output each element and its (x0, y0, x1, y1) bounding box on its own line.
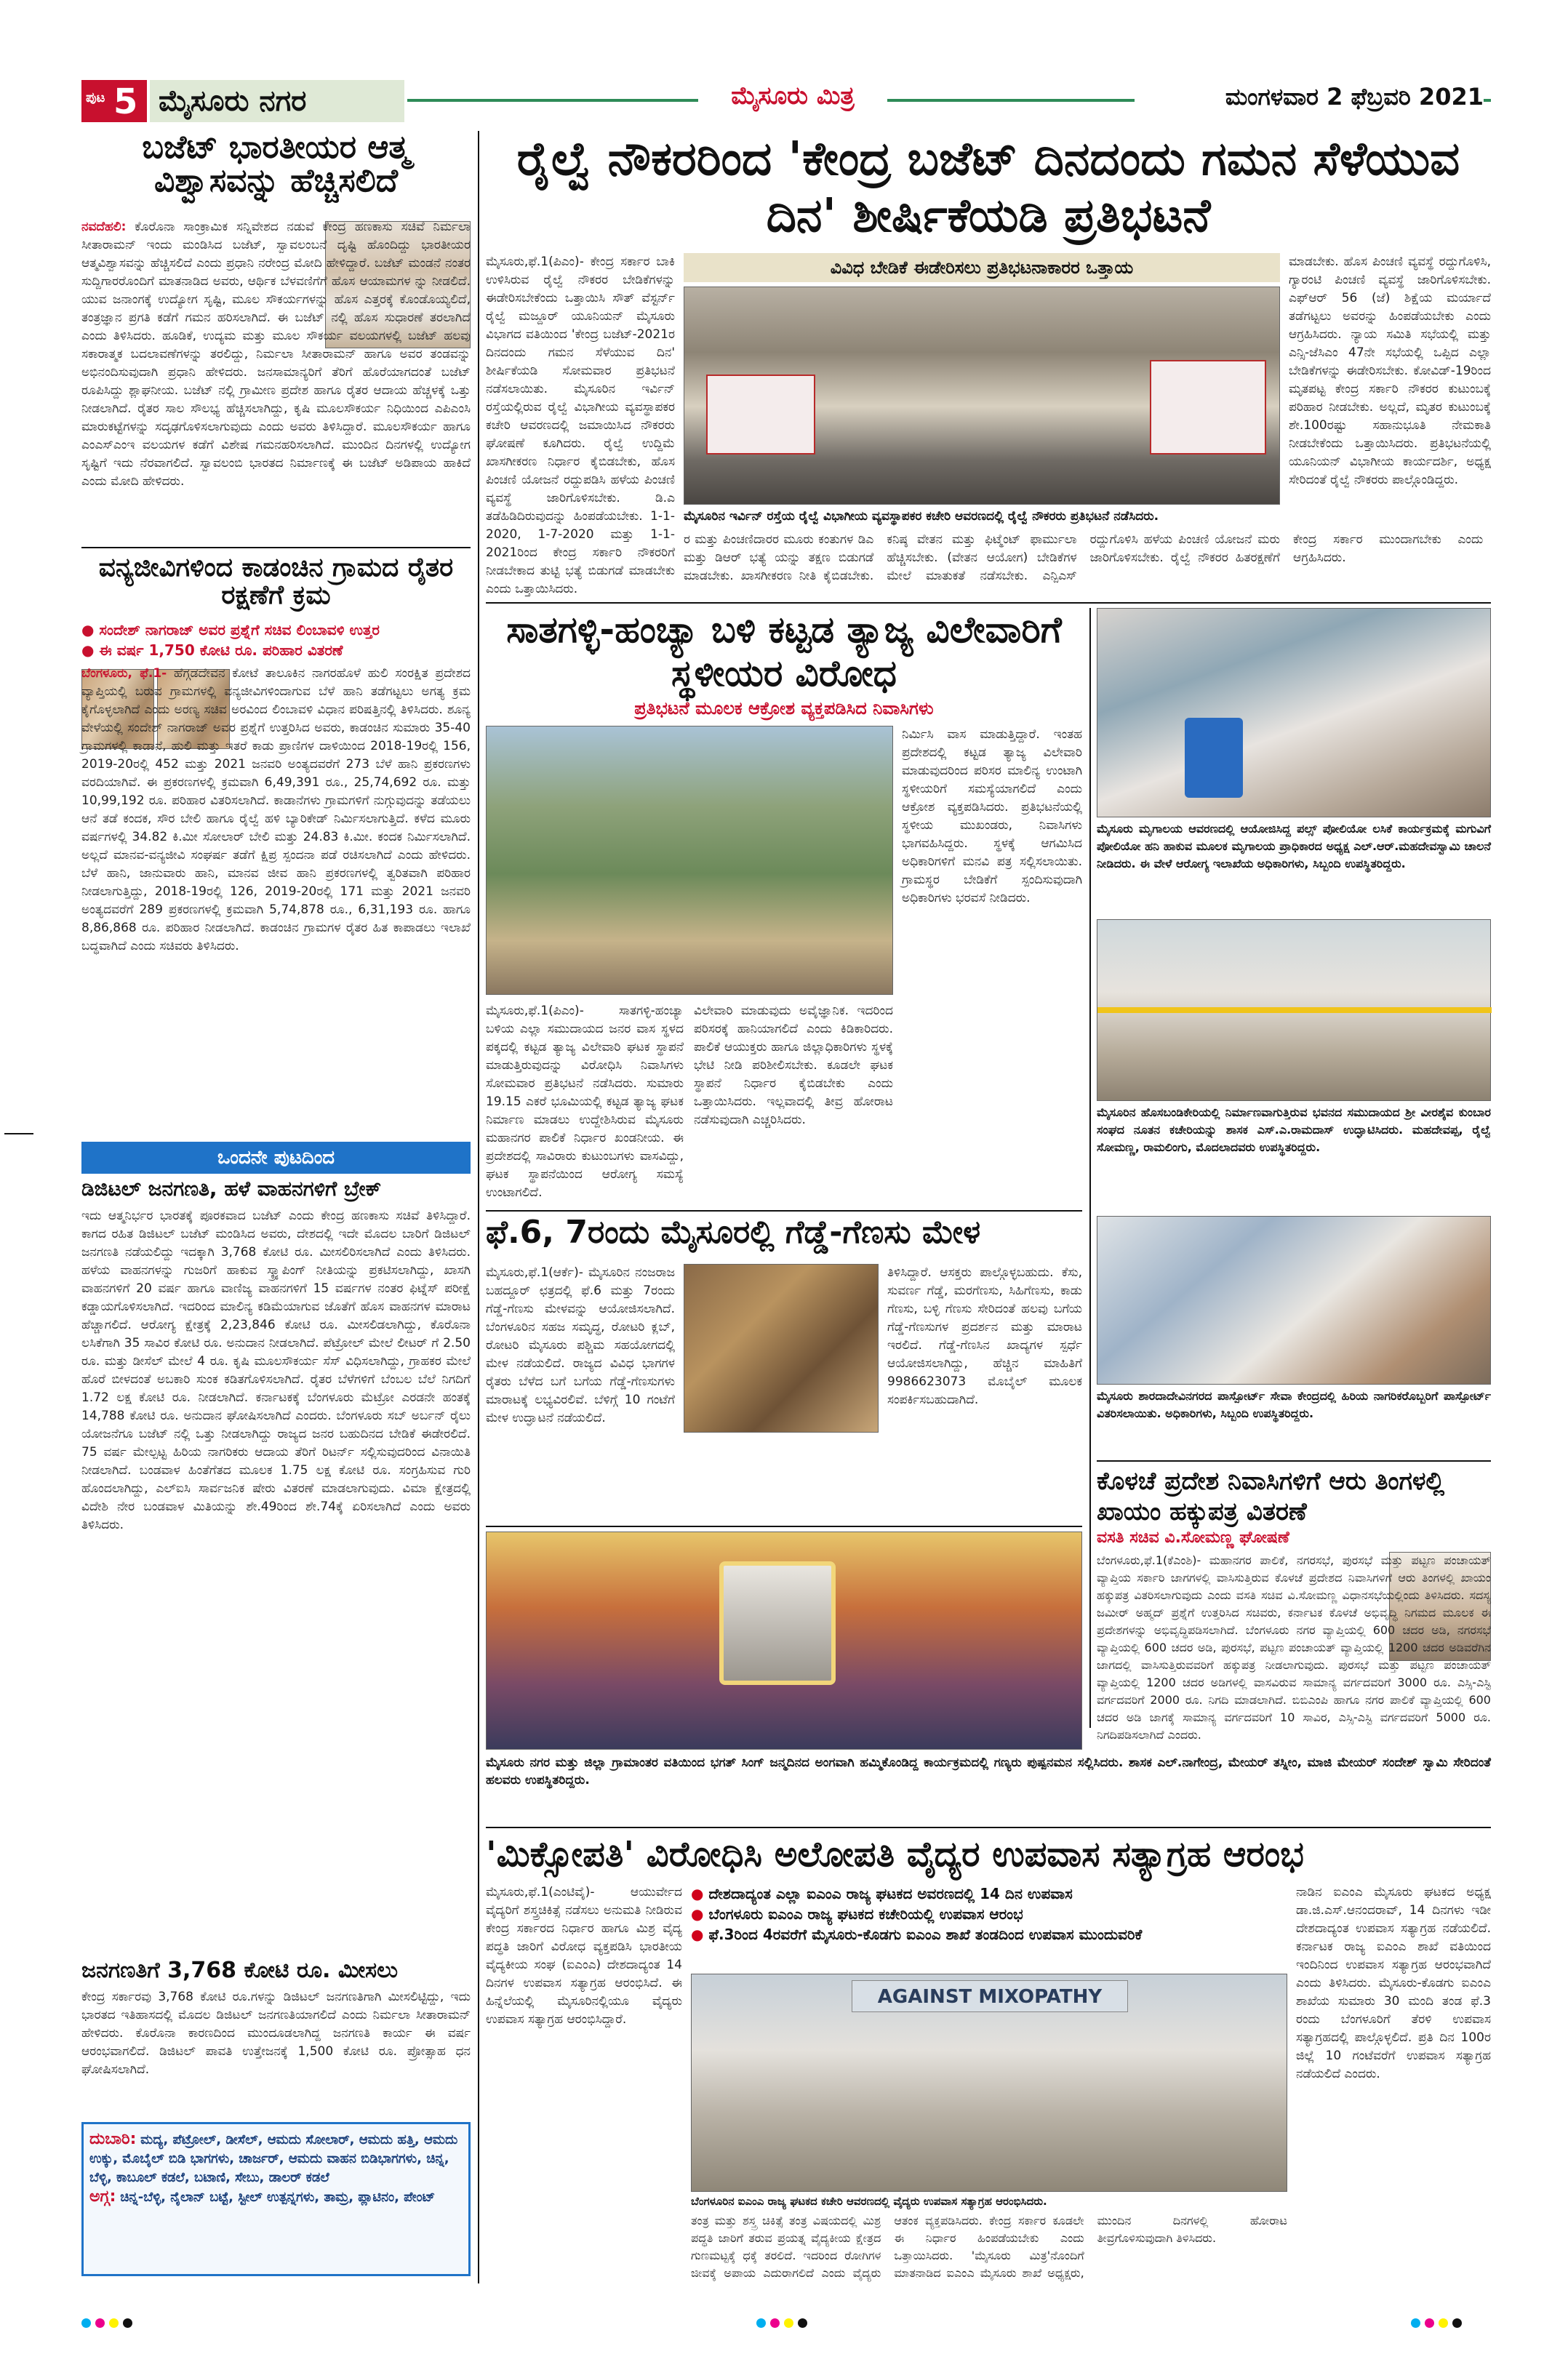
railway-body-mid: ರ ಮತ್ತು ಪಿಂಚಣಿದಾರರ ಮೂರು ಕಂತುಗಳ ಡಿಎ ಮತ್ತು ಡಿಆರ್ ಭತ್ಯೆ ಯನ್ನು ತಕ್ಷಣ ಬಿಡುಗಡೆ ಮಾಡಬೇಕು. ಖಾಸಗೀಕರಣ ನೀತಿ ಕೈಬಿಡಬೇಕು. ಕನಿಷ್ಠ ವೇತನ ಮತ್ತು ಫಿಟ್ಮೆಂಟ್ ಫಾರ್ಮುಲಾ ಹೆಚ್ಚಿಸಬೇಕು. (ವೇತನ ಆಯೋಗ) ಬೇಡಿಕೆಗಳ ಮೇಲೆ ಮಾತುಕತೆ ನಡೆಸಬೇಕು. ಎನ್ಪಿಎಸ್ ರದ್ದುಗೊಳಿಸಿ ಹಳೆಯ ಪಿಂಚಣಿ ಯೋಜನೆ ಮರು ಜಾರಿಗೊಳಿಸಬೇಕು. ರೈಲ್ವೆ ನೌಕರರ ಹಿತರಕ್ಷಣೆಗೆ ಕೇಂದ್ರ ಸರ್ಕಾರ ಮುಂದಾಗಬೇಕು ಎಂದು ಆಗ್ರಹಿಸಿದರು. (684, 532, 1484, 583)
divider (81, 547, 471, 548)
slum-headline: ಕೊಳಚೆ ಪ್ರದೇಶ ನಿವಾಸಿಗಳಿಗೆ ಆರು ತಿಂಗಳಲ್ಲಿ ಖಾಯಂ ಹಕ್ಕುಪತ್ರ ವಿತರಣೆ (1097, 1467, 1445, 1526)
mixopathy-headline: 'ಮಿಕ್ಸೋಪತಿ' ವಿರೋಧಿಸಿ ಅಲೋಪತಿ ವೈದ್ಯರ ಉಪವಾಸ ಸತ್ಯಾಗ್ರಹ ಆರಂಭ (486, 1834, 1304, 1875)
award-caption: ಮೈಸೂರು ಶಾರದಾದೇವಿನಗರದ ಪಾಸ್ಪೋರ್ಟ್ ಸೇವಾ ಕೇಂದ್ರದಲ್ಲಿ ಹಿರಿಯ ನಾಗರಿಕರೊಬ್ಬರಿಗೆ ಪಾಸ್ಪೋರ್ಟ್ ವಿತರಿಸಲಾಯಿತು. ಅಧಿಕಾರಿಗಳು, ಸಿಬ್ಬಂದಿ ಉಪಸ್ಥಿತರಿದ್ದರು. (1097, 1389, 1491, 1420)
mixopathy-photo (691, 1974, 1287, 2192)
page-number-badge (81, 80, 147, 122)
slum-byline: ವಸತಿ ಸಚಿವ ವಿ.ಸೋಮಣ್ಣ ಘೋಷಣೆ (1097, 1529, 1289, 1547)
railway-body-left: ಮೈಸೂರು,ಫೆ.1(ಪಿಎಂ)- ಕೇಂದ್ರ ಸರ್ಕಾರ ಬಾಕಿ ಉಳಿಸಿರುವ ರೈಲ್ವೆ ನೌಕರರ ಬೇಡಿಕೆಗಳನ್ನು ಈಡೇರಿಸಬೇಕೆಂದು ಒತ್ತಾಯಿಸಿ ಸೌತ್ ವೆಸ್ಟರ್ನ್ ರೈಲ್ವೆ ಮಜ್ದೂರ್ ಯೂನಿಯನ್ ಮೈಸೂರು ವಿಭಾಗದ ವತಿಯಿಂದ 'ಕೇಂದ್ರ ಬಜೆಟ್-2021ರ ದಿನದಂದು ಗಮನ ಸೆಳೆಯುವ ದಿನ' ಶೀರ್ಷಿಕೆಯಡಿ ಸೋಮವಾರ ಪ್ರತಿಭಟನೆ ನಡೆಸಲಾಯಿತು. ಮೈಸೂರಿನ ಇರ್ವಿನ್ ರಸ್ತೆಯಲ್ಲಿರುವ ರೈಲ್ವೆ ವಿಭಾಗೀಯ ವ್ಯವಸ್ಥಾಪಕರ ಕಚೇರಿ ಆವರಣದಲ್ಲಿ ಜಮಾಯಿಸಿದ ನೌಕರರು ಘೋಷಣೆ ಕೂಗಿದರು. ರೈಲ್ವೆ ಉದ್ದಿಮೆ ಖಾಸಗೀಕರಣ ನಿರ್ಧಾರ ಕೈಬಿಡಬೇಕು, ಹೊಸ ಪಿಂಚಣಿ ಯೋಜನೆ ರದ್ದುಪಡಿಸಿ ಹಳೆಯ ಪಿಂಚಣಿ ವ್ಯವಸ್ಥೆ ಜಾರಿಗೊಳಿಸಬೇಕು. ಡಿ.ಎ ತಡೆಹಿಡಿದಿರುವುದನ್ನು ಹಿಂಪಡೆಯಬೇಕು. 1-1-2020, 1-7-2020 ಮತ್ತು 1-1-2021ರಿಂದ ಕೇಂದ್ರ ಸರ್ಕಾರಿ ನೌಕರರಿಗೆ ನೀಡಬೇಕಾದ ತುಟ್ಟಿ ಭತ್ಯೆ ಬಿಡುಗಡೆ ಮಾಡಬೇಕು ಎಂದು ಒತ್ತಾಯಿಸಿದರು. (486, 255, 675, 596)
divider (486, 1526, 1082, 1527)
cheaper-label: ಅಗ್ಗ: (89, 2187, 116, 2206)
flashback-body-1: ಇದು ಆತ್ಮನಿರ್ಭರ ಭಾರತಕ್ಕೆ ಪೂರಕವಾದ ಬಜೆಟ್ ಎಂದು ಕೇಂದ್ರ ಹಣಕಾಸು ಸಚಿವೆ ತಿಳಿಸಿದ್ದಾರೆ. ಕಾಗದ ರಹಿತ ಡಿಜಿಟಲ್ ಬಜೆಟ್ ಮಂಡಿಸಿದ ಅವರು, ದೇಶದಲ್ಲಿ ಇದೇ ಮೊದಲ ಬಾರಿಗೆ ಡಿಜಿಟಲ್ ಜನಗಣತಿ ನಡೆಯಲಿದ್ದು ಇದಕ್ಕಾಗಿ 3,768 ಕೋಟಿ ರೂ. ಮೀಸಲಿರಿಸಲಾಗಿದೆ ಎಂದು ತಿಳಿಸಿದರು. ಹಳೆಯ ವಾಹನಗಳನ್ನು ಗುಜರಿಗೆ ಹಾಕುವ ಸ್ಕ್ರ್ಯಾಪಿಂಗ್ ನೀತಿಯನ್ನು ಪ್ರಕಟಿಸಲಾಗಿದ್ದು, ಖಾಸಗಿ ವಾಹನಗಳಿಗೆ 20 ವರ್ಷ ಹಾಗೂ ವಾಣಿಜ್ಯ ವಾಹನಗಳಿಗೆ 15 ವರ್ಷಗಳ ನಂತರ ಫಿಟ್ನೆಸ್ ಪರೀಕ್ಷೆ ಕಡ್ಡಾಯಗೊಳಿಸಲಾಗಿದೆ. ಇದರಿಂದ ಮಾಲಿನ್ಯ ಕಡಿಮೆಯಾಗುವ ಜೊತೆಗೆ ಹೊಸ ವಾಹನಗಳ ಮಾರಾಟ ಹೆಚ್ಚಾಗಲಿದೆ. ಆರೋಗ್ಯ ಕ್ಷೇತ್ರಕ್ಕೆ 2,23,846 ಕೋಟಿ ರೂ. ಮೀಸಲಿಡಲಾಗಿದ್ದು, ಕೊರೊನಾ ಲಸಿಕೆಗಾಗಿ 35 ಸಾವಿರ ಕೋಟಿ ರೂ. ಅನುದಾನ ನೀಡಲಾಗಿದೆ. ಪೆಟ್ರೋಲ್ ಮೇಲೆ ಲೀಟರ್ ಗೆ 2.50 ರೂ. ಮತ್ತು ಡೀಸೆಲ್ ಮೇಲೆ 4 ರೂ. ಕೃಷಿ ಮೂಲಸೌಕರ್ಯ ಸೆಸ್ ವಿಧಿಸಲಾಗಿದ್ದು, ಗ್ರಾಹಕರ ಮೇಲೆ ಹೊರೆ ಬೀಳದಂತೆ ಅಬಕಾರಿ ಸುಂಕ ಕಡಿತಗೊಳಿಸಲಾಗಿದೆ. ರೈತರ ಬೆಳೆಗಳಿಗೆ ಬೆಂಬಲ ಬೆಲೆ ನಿಗದಿಗೆ 1.72 ಲಕ್ಷ ಕೋಟಿ ರೂ. ನೀಡಲಾಗಿದೆ. ಕರ್ನಾಟಕಕ್ಕೆ ಬೆಂಗಳೂರು ಮೆಟ್ರೋ ಎರಡನೇ ಹಂತಕ್ಕೆ 14,788 ಕೋಟಿ ರೂ. ಅನುದಾನ ಘೋಷಿಸಲಾಗಿದೆ ಎಂದರು. ಬೆಂಗಳೂರು ಸಬ್ ಅರ್ಬನ್ ರೈಲು ಯೋಜನೆಗೂ ಬಜೆಟ್ ನಲ್ಲಿ ಒತ್ತು ನೀಡಲಾಗಿದ್ದು ರಾಜ್ಯದ ಜನರ ಬಹುದಿನದ ಬೇಡಿಕೆ ಈಡೇರಲಿದೆ. 75 ವರ್ಷ ಮೇಲ್ಪಟ್ಟ ಹಿರಿಯ ನಾಗರಿಕರು ಆದಾಯ ತೆರಿಗೆ ರಿಟರ್ನ್ ಸಲ್ಲಿಸುವುದರಿಂದ ವಿನಾಯಿತಿ ನೀಡಲಾಗಿದೆ. ಬಂಡವಾಳ ಹಿಂತೆಗೆತದ ಮೂಲಕ 1.75 ಲಕ್ಷ ಕೋಟಿ ರೂ. ಸಂಗ್ರಹಿಸುವ ಗುರಿ ಹೊಂದಲಾಗಿದ್ದು, ಎಲ್ಐಸಿ ಸಾರ್ವಜನಿಕ ಷೇರು ವಿತರಣೆ ಮಾಡಲಾಗುವುದು. ವಿಮಾ ಕ್ಷೇತ್ರದಲ್ಲಿ ವಿದೇಶಿ ನೇರ ಬಂಡವಾಳ ಮಿತಿಯನ್ನು ಶೇ.49ರಿಂದ ಶೇ.74ಕ್ಕೆ ಏರಿಸಲಾಗಿದೆ ಎಂದು ಅವರು ತಿಳಿಸಿದರು. (81, 1209, 471, 1532)
dump-protest-photo (486, 726, 893, 995)
railway-photo-caption: ಮೈಸೂರಿನ ಇರ್ವಿನ್ ರಸ್ತೆಯ ರೈಲ್ವೆ ವಿಭಾಗೀಯ ವ್ಯವಸ್ಥಾಪಕರ ಕಚೇರಿ ಆವರಣದಲ್ಲಿ ರೈಲ್ವೆ ನೌಕರರು ಪ್ರತಿಭಟನೆ ನಡೆಸಿದರು. (684, 509, 1159, 524)
budget-headline: ಬಜೆಟ್ ಭಾರತೀಯರ ಆತ್ಮ ವಿಶ್ವಾಸವನ್ನು ಹೆಚ್ಚಿಸಲಿದೆ (142, 129, 410, 200)
masthead (0, 73, 1568, 125)
veg-body-mid: ತಿಳಿಸಿದ್ದಾರೆ. ಆಸಕ್ತರು ಪಾಲ್ಗೊಳ್ಳಬಹುದು. ಕೆಸು, ಸುವರ್ಣ ಗೆಡ್ಡೆ, ಮರಗೆಣಸು, ಸಿಹಿಗೆಣಸು, ಕಾಡು ಗೆಣಸು, ಬಳ್ಳಿ ಗೆಣಸು ಸೇರಿದಂತೆ ಹಲವು ಬಗೆಯ ಗೆಡ್ಡೆ-ಗೆಣಸುಗಳ ಪ್ರದರ್ಶನ ಮತ್ತು ಮಾರಾಟ ಇರಲಿದೆ. ಗೆಡ್ಡೆ-ಗೆಣಸಿನ ಖಾದ್ಯಗಳ ಸ್ಪರ್ಧೆ ಆಯೋಜಿಸಲಾಗಿದ್ದು, ಹೆಚ್ಚಿನ ಮಾಹಿತಿಗೆ 9986623073 ಮೊಬೈಲ್ ಮೂಲಕ ಸಂಪರ್ಕಿಸಬಹುದಾಗಿದೆ. (887, 1265, 1082, 1407)
railway-story (486, 131, 1491, 596)
portrait-frame (719, 1561, 836, 1685)
dump-subhead: ಪ್ರತಿಭಟನೆ ಮೂಲಕ ಆಕ್ರೋಶ ವ್ಯಕ್ತಪಡಿಸಿದ ನಿವಾಸಿಗಳು (634, 698, 934, 718)
costlier-label: ದುಬಾರಿ: (89, 2130, 137, 2148)
mixopathy-bullet-3: ● ಫೆ.3ರಿಂದ 4ರವರೆಗೆ ಮೈಸೂರು-ಕೊಡಗು ಐಎಂಎ ಶಾಖೆ ತಂಡದಿಂದ ಉಪವಾಸ ಮುಂದುವರಿಕೆ (691, 1926, 1143, 1943)
margin-mark (4, 1133, 33, 1134)
budget-body: ನವದೆಹಲಿ: ಕೊರೊನಾ ಸಾಂಕ್ರಾಮಿಕ ಸನ್ನಿವೇಶದ ನಡುವೆ ಕೇಂದ್ರ ಹಣಕಾಸು ಸಚಿವೆ ನಿರ್ಮಲಾ ಸೀತಾರಾಮನ್ ಇಂದು ಮಂಡಿಸಿದ ಬಜೆಟ್, ಸ್ವಾವಲಂಬನೆ ದೃಷ್ಟಿ ಹೊಂದಿದ್ದು ಭಾರತೀಯರ ಆತ್ಮವಿಶ್ವಾಸವನ್ನು ಹೆಚ್ಚಿಸಲಿದೆ ಎಂದು ಪ್ರಧಾನಿ ನರೇಂದ್ರ ಮೋದಿ ಹೇಳಿದ್ದಾರೆ. ಬಜೆಟ್ ಮಂಡನೆ ನಂತರ ಸುದ್ದಿಗಾರರೊಂದಿಗೆ ಮಾತನಾಡಿದ ಅವರು, ಆರ್ಥಿಕ ಬೆಳವಣಿಗೆಗೆ ಹೊಸ ಆಯಾಮಗಳ ನ್ನು ನೀಡಲಿದೆ. ಯುವ ಜನಾಂಗಕ್ಕೆ ಉದ್ಯೋಗ ಸೃಷ್ಟಿ, ಮೂಲ ಸೌಕರ್ಯಗಳನ್ನು ಹೊಸ ಎತ್ತರಕ್ಕೆ ಕೊಂಡೊಯ್ಯಲಿದೆ, ತಂತ್ರಜ್ಞಾನ ಪ್ರಗತಿ ಕಡೆಗೆ ಗಮನ ಹರಿಸಲಾಗಿದೆ. ಈ ಬಜೆಟ್ ನಲ್ಲಿ ಹೊಸ ಸುಧಾರಣೆ ತರಲಾಗಿದೆ ಎಂದು ತಿಳಿಸಿದರು. ಹೂಡಿಕೆ, ಉದ್ಯಮ ಮತ್ತು ಮೂಲ ಸೌಕರ್ಯ ವಲಯಗಳಲ್ಲಿ ಬಜೆಟ್ ಹಲವು ಸಕಾರಾತ್ಮಕ ಬದಲಾವಣೆಗಳನ್ನು ತರಲಿದ್ದು, ನಿರ್ಮಲಾ ಸೀತಾರಾಮನ್ ಹಾಗೂ ಅವರ ತಂಡವನ್ನು ಅಭಿನಂದಿಸುವುದಾಗಿ ಪ್ರಧಾನಿ ಹೇಳಿದರು. ಜನಸಾಮಾನ್ಯರಿಗೆ ತೆರಿಗೆ ಹೊರೆಯಾಗದಂತೆ ಬಜೆಟ್ ರೂಪಿಸಿದ್ದು ಶ್ಲಾಘನೀಯ. ಬಜೆಟ್ ನಲ್ಲಿ ಗ್ರಾಮೀಣ ಪ್ರದೇಶ ಹಾಗೂ ರೈತರ ಆದಾಯ ಹೆಚ್ಚಳಕ್ಕೆ ಒತ್ತು ನೀಡಲಾಗಿದೆ. ರೈತರ ಸಾಲ ಸೌಲಭ್ಯ ಹೆಚ್ಚಿಸಲಾಗಿದ್ದು, ಕೃಷಿ ಮೂಲಸೌಕರ್ಯ ನಿಧಿಯಿಂದ ಎಪಿಎಂಸಿ ಮಾರುಕಟ್ಟೆಗಳನ್ನು ಸದೃಢಗೊಳಿಸಲಾಗುವುದು ಎಂದು ಅವರು ತಿಳಿಸಿದ್ದಾರೆ. ಮೂಲಸೌಕರ್ಯ ಹಾಗೂ ಎಂಎಸ್ಎಂಇ ವಲಯಗಳ ಕಡೆಗೆ ವಿಶೇಷ ಗಮನಹರಿಸಲಾಗಿದೆ. ಮುಂದಿನ ದಿನಗಳಲ್ಲಿ ಉದ್ಯೋಗ ಸೃಷ್ಟಿಗೆ ಇದು ನೆರವಾಗಲಿದೆ. ಸ್ವಾವಲಂಬಿ ಭಾರತದ ನಿರ್ಮಾಣಕ್ಕೆ ಈ ಬಜೆಟ್ ಅಡಿಪಾಯ ಹಾಕಿದೆ ಎಂದು ಮೋದಿ ಹೇಳಿದರು. (81, 220, 471, 489)
flashback-section-bar: ಒಂದನೇ ಪುಟದಿಂದ (81, 1142, 471, 1174)
veg-story (486, 1216, 1082, 1521)
flashback-headline-1: ಡಿಜಿಟಲ್ ಜನಗಣತಿ, ಹಳೆ ವಾಹನಗಳಿಗೆ ಬ್ರೇಕ್ (81, 1177, 382, 1201)
veg-headline: ಫೆ.6, 7ರಂದು ಮೈಸೂರಲ್ಲಿ ಗೆಡ್ಡೆ-ಗೆಣಸು ಮೇಳ (486, 1214, 981, 1251)
mixopathy-bullets (691, 1883, 1287, 1969)
divider (486, 1210, 1082, 1212)
mixopathy-body-bottom: ತಂತ್ರ ಮತ್ತು ಶಸ್ತ್ರ ಚಿಕಿತ್ಸೆ ತಂತ್ರ ವಿಷಯದಲ್ಲಿ ಮಿಶ್ರ ಪದ್ಧತಿ ಜಾರಿಗೆ ತರುವ ಪ್ರಯತ್ನ ವೈದ್ಯಕೀಯ ಕ್ಷೇತ್ರದ ಗುಣಮಟ್ಟಕ್ಕೆ ಧಕ್ಕೆ ತರಲಿದೆ. ಇದರಿಂದ ರೋಗಿಗಳ ಜೀವಕ್ಕೆ ಅಪಾಯ ಎದುರಾಗಲಿದೆ ಎಂದು ವೈದ್ಯರು ಆತಂಕ ವ್ಯಕ್ತಪಡಿಸಿದರು. ಕೇಂದ್ರ ಸರ್ಕಾರ ಕೂಡಲೇ ಈ ನಿರ್ಧಾರ ಹಿಂಪಡೆಯಬೇಕು ಎಂದು ಒತ್ತಾಯಿಸಿದರು. 'ಮೈಸೂರು ಮಿತ್ರ'ನೊಂದಿಗೆ ಮಾತನಾಡಿದ ಐಎಂಎ ಮೈಸೂರು ಶಾಖೆ ಅಧ್ಯಕ್ಷರು, ಮುಂದಿನ ದಿನಗಳಲ್ಲಿ ಹೋರಾಟ ತೀವ್ರಗೊಳಿಸುವುದಾಗಿ ತಿಳಿಸಿದರು. (691, 2214, 1287, 2280)
registration-marks-right (1411, 2317, 1466, 2331)
dump-story (486, 608, 1082, 1204)
flashback-body-2: ಕೇಂದ್ರ ಸರ್ಕಾರವು 3,768 ಕೋಟಿ ರೂ.ಗಳನ್ನು ಡಿಜಿಟಲ್ ಜನಗಣತಿಗಾಗಿ ಮೀಸಲಿಟ್ಟಿದ್ದು, ಇದು ಭಾರತದ ಇತಿಹಾಸದಲ್ಲಿ ಮೊದಲ ಡಿಜಿಟಲ್ ಜನಗಣತಿಯಾಗಲಿದೆ ಎಂದು ನಿರ್ಮಲಾ ಸೀತಾರಾಮನ್ ಹೇಳಿದರು. ಕೊರೊನಾ ಕಾರಣದಿಂದ ಮುಂದೂಡಲಾಗಿದ್ದ ಜನಗಣತಿ ಕಾರ್ಯ ಈ ವರ್ಷ ಆರಂಭವಾಗಲಿದೆ. ಡಿಜಿಟಲ್ ಪಾವತಿ ಉತ್ತೇಜನಕ್ಕೆ 1,500 ಕೋಟಿ ರೂ. ಪ್ರೋತ್ಸಾಹ ಧನ ಘೋಷಿಸಲಾಗಿದೆ. (81, 1990, 471, 2077)
cheaper-items: ಚಿನ್ನ-ಬೆಳ್ಳಿ, ನೈಲಾನ್ ಬಟ್ಟೆ, ಸ್ಟೀಲ್ ಉತ್ಪನ್ನಗಳು, ತಾಮ್ರ, ಪ್ಲಾಟಿನಂ, ಪೇಂಟ್ (120, 2190, 436, 2205)
divider (1097, 1460, 1491, 1462)
polio-photo (1097, 608, 1491, 817)
forest-body: ಬೆಂಗಳೂರು, ಫೆ.1- ಹೆಗ್ಗಡದೇವನ ಕೋಟೆ ತಾಲೂಕಿನ ನಾಗರಹೊಳೆ ಹುಲಿ ಸಂರಕ್ಷಿತ ಪ್ರದೇಶದ ವ್ಯಾಪ್ತಿಯಲ್ಲಿ ಬರುವ ಗ್ರಾಮಗಳಲ್ಲಿ ವನ್ಯಜೀವಿಗಳಿಂದಾಗುವ ಬೆಳೆ ಹಾನಿ ತಡೆಗಟ್ಟಲು ಅಗತ್ಯ ಕ್ರಮ ಕೈಗೊಳ್ಳಲಾಗಿದೆ ಎಂದು ಅರಣ್ಯ ಸಚಿವ ಅರವಿಂದ ಲಿಂಬಾವಳಿ ವಿಧಾನ ಪರಿಷತ್ತಿನಲ್ಲಿ ತಿಳಿಸಿದರು. ಶೂನ್ಯ ವೇಳೆಯಲ್ಲಿ ಸಂದೇಶ್ ನಾಗರಾಜ್ ಅವರ ಪ್ರಶ್ನೆಗೆ ಉತ್ತರಿಸಿದ ಅವರು, ಕಾಡಂಚಿನ ಸುಮಾರು 35-40 ಗ್ರಾಮಗಳಲ್ಲಿ ಕಾಡಾನೆ, ಹುಲಿ ಮತ್ತು ಇತರೆ ಕಾಡು ಪ್ರಾಣಿಗಳ ದಾಳಿಯಿಂದ 2018-19ರಲ್ಲಿ 156, 2019-20ರಲ್ಲಿ 452 ಮತ್ತು 2021 ಜನವರಿ ಅಂತ್ಯದವರೆಗೆ 273 ಬೆಳೆ ಹಾನಿ ಪ್ರಕರಣಗಳು ವರದಿಯಾಗಿವೆ. ಈ ಪ್ರಕರಣಗಳಲ್ಲಿ ಕ್ರಮವಾಗಿ 6,49,391 ರೂ., 25,74,692 ರೂ. ಮತ್ತು 10,99,192 ರೂ. ಪರಿಹಾರ ವಿತರಿಸಲಾಗಿದೆ. ಕಾಡಾನೆಗಳು ಗ್ರಾಮಗಳಿಗೆ ನುಗ್ಗುವುದನ್ನು ತಡೆಯಲು ಆನೆ ತಡೆ ಕಂದಕ, ಸೌರ ಬೇಲಿ ಹಾಗೂ ರೈಲ್ವೆ ಹಳಿ ಬ್ಯಾರಿಕೇಡ್ ನಿರ್ಮಿಸಲಾಗುತ್ತಿದೆ. ಕಳೆದ ಮೂರು ವರ್ಷಗಳಲ್ಲಿ 34.82 ಕಿ.ಮೀ ಸೋಲಾರ್ ಬೇಲಿ ಮತ್ತು 24.83 ಕಿ.ಮೀ. ಕಂದಕ ನಿರ್ಮಿಸಲಾಗಿದೆ. ಅಲ್ಲದೆ ಮಾನವ-ವನ್ಯಜೀವಿ ಸಂಘರ್ಷ ತಡೆಗೆ ಕ್ಷಿಪ್ರ ಸ್ಪಂದನಾ ಪಡೆ ರಚಿಸಲಾಗಿದೆ ಎಂದು ಹೇಳಿದರು. ಬೆಳೆ ಹಾನಿ, ಜಾನುವಾರು ಹಾನಿ, ಮಾನವ ಜೀವ ಹಾನಿ ಪ್ರಕರಣಗಳಲ್ಲಿ ತ್ವರಿತವಾಗಿ ಪರಿಹಾರ ನೀಡಲಾಗುತ್ತಿದ್ದು, 2018-19ರಲ್ಲಿ 126, 2019-20ರಲ್ಲಿ 171 ಮತ್ತು 2021 ಜನವರಿ ಅಂತ್ಯದವರೆಗೆ 289 ಪ್ರಕರಣಗಳಲ್ಲಿ ಕ್ರಮವಾಗಿ 5,74,878 ರೂ., 6,31,193 ರೂ. ಹಾಗೂ 8,86,868 ರೂ. ಪರಿಹಾರ ನೀಡಲಾಗಿದೆ. ಕಾಡಂಚಿನ ಗ್ರಾಮಗಳ ರೈತರ ಹಿತ ಕಾಪಾಡಲು ಇಲಾಖೆ ಬದ್ಧವಾಗಿದೆ ಎಂದು ಸಚಿವರು ತಿಳಿಸಿದರು. (81, 666, 471, 953)
forest-story (81, 554, 471, 1129)
mixopathy-body-right: ನಾಡಿನ ಐಎಂಎ ಮೈಸೂರು ಘಟಕದ ಅಧ್ಯಕ್ಷ ಡಾ.ಜಿ.ಎಸ್.ಆನಂದರಾವ್, 14 ದಿನಗಳು ಇಡೀ ದೇಶದಾದ್ಯಂತ ಉಪವಾಸ ಸತ್ಯಾಗ್ರಹ ನಡೆಯಲಿದೆ. ಕರ್ನಾಟಕ ರಾಜ್ಯ ಐಎಂಎ ಶಾಖೆ ವತಿಯಿಂದ ಇಂದಿನಿಂದ ಉಪವಾಸ ಸತ್ಯಾಗ್ರಹ ಆರಂಭವಾಗಿದೆ ಎಂದು ತಿಳಿಸಿದರು. ಮೈಸೂರು-ಕೊಡಗು ಐಎಂಎ ಶಾಖೆಯ ಸುಮಾರು 30 ಮಂದಿ ತಂಡ ಫೆ.3 ರಂದು ಬೆಂಗಳೂರಿಗೆ ತೆರಳಿ ಉಪವಾಸ ಸತ್ಯಾಗ್ರಹದಲ್ಲಿ ಪಾಲ್ಗೊಳ್ಳಲಿದೆ. ಪ್ರತಿ ದಿನ 100ರ ಜಿಲ್ಲೆ 10 ಗಂಟೆವರೆಗೆ ಉಪವಾಸ ಸತ್ಯಾಗ್ರಹ ನಡೆಯಲಿದೆ ಎಂದರು. (1296, 1885, 1491, 2081)
ribbon-photo (1097, 919, 1491, 1101)
mixopathy-photo-caption: ಬೆಂಗಳೂರಿನ ಐಎಂಎ ರಾಜ್ಯ ಘಟಕದ ಕಚೇರಿ ಆವರಣದಲ್ಲಿ ವೈದ್ಯರು ಉಪವಾಸ ಸತ್ಯಾಗ್ರಹ ಆರಂಭಿಸಿದರು. (691, 2195, 1047, 2208)
flashback-story (81, 1178, 471, 2116)
ribbon (1097, 1007, 1492, 1013)
mixopathy-banner: AGAINST MIXOPATHY (852, 1980, 1128, 2012)
railway-headline: ರೈಲ್ವೆ ನೌಕರರಿಂದ 'ಕೇಂದ್ರ ಬಜೆಟ್ ದಿನದಂದು ಗಮನ ಸೆಳೆಯುವ ದಿನ' ಶೀರ್ಷಿಕೆಯಡಿ ಪ್ರತಿಭಟನೆ (516, 132, 1460, 243)
dump-body-right: ನಿರ್ಮಿಸಿ ವಾಸ ಮಾಡುತ್ತಿದ್ದಾರೆ. ಇಂತಹ ಪ್ರದೇಶದಲ್ಲಿ ಕಟ್ಟಡ ತ್ಯಾಜ್ಯ ವಿಲೇವಾರಿ ಮಾಡುವುದರಿಂದ ಪರಿಸರ ಮಾಲಿನ್ಯ ಉಂಟಾಗಿ ಸ್ಥಳೀಯರಿಗೆ ಸಮಸ್ಯೆಯಾಗಲಿದೆ ಎಂದು ಆಕ್ರೋಶ ವ್ಯಕ್ತಪಡಿಸಿದರು. ಪ್ರತಿಭಟನೆಯಲ್ಲಿ ಸ್ಥಳೀಯ ಮುಖಂಡರು, ನಿವಾಸಿಗಳು ಭಾಗವಹಿಸಿದ್ದರು. ಸ್ಥಳಕ್ಕೆ ಆಗಮಿಸಿದ ಅಧಿಕಾರಿಗಳಿಗೆ ಮನವಿ ಪತ್ರ ಸಲ್ಲಿಸಲಾಯಿತು. ಗ್ರಾಮಸ್ಥರ ಬೇಡಿಕೆಗೆ ಸ್ಪಂದಿಸುವುದಾಗಿ ಅಧಿಕಾರಿಗಳು ಭರವಸೆ ನೀಡಿದರು. (902, 727, 1082, 905)
dump-body-mid: ವಿಲೇವಾರಿ ಮಾಡುವುದು ಅವೈಜ್ಞಾನಿಕ. ಇದರಿಂದ ಪರಿಸರಕ್ಕೆ ಹಾನಿಯಾಗಲಿದೆ ಎಂದು ಕಿಡಿಕಾರಿದರು. ಪಾಲಿಕೆ ಆಯುಕ್ತರು ಹಾಗೂ ಜಿಲ್ಲಾಧಿಕಾರಿಗಳು ಸ್ಥಳಕ್ಕೆ ಭೇಟಿ ನೀಡಿ ಪರಿಶೀಲಿಸಬೇಕು. ಕೂಡಲೇ ಘಟಕ ಸ್ಥಾಪನೆ ನಿರ್ಧಾರ ಕೈಬಿಡಬೇಕು ಎಂದು ಒತ್ತಾಯಿಸಿದರು. ಇಲ್ಲವಾದಲ್ಲಿ ತೀವ್ರ ಹೋರಾಟ ನಡೆಸುವುದಾಗಿ ಎಚ್ಚರಿಸಿದರು. (694, 1004, 893, 1127)
paper-name: ಮೈಸೂರು ಮಿತ್ರ (698, 81, 887, 118)
issue-date: ಮಂಗಳವಾರ 2 ಫೆಬ್ರವರಿ 2021 (1135, 83, 1484, 119)
divider (486, 1827, 1491, 1828)
registration-marks-left (81, 2317, 137, 2331)
veg-body-left: ಮೈಸೂರು,ಫೆ.1(ಆರ್ಕೆ)- ಮೈಸೂರಿನ ನಂಜರಾಜ ಬಹದ್ದೂರ್ ಛತ್ರದಲ್ಲಿ ಫೆ.6 ಮತ್ತು 7ರಂದು ಗೆಡ್ಡೆ-ಗೆಣಸು ಮೇಳವನ್ನು ಆಯೋಜಿಸಲಾಗಿದೆ. ಬೆಂಗಳೂರಿನ ಸಹಜ ಸಮೃದ್ಧ, ರೋಟರಿ ಕ್ಲಬ್, ರೋಟರಿ ಮೈಸೂರು ಪಶ್ಚಿಮ ಸಹಯೋಗದಲ್ಲಿ ಮೇಳ ನಡೆಯಲಿದೆ. ರಾಜ್ಯದ ವಿವಿಧ ಭಾಗಗಳ ರೈತರು ಬೆಳೆದ ಬಗೆ ಬಗೆಯ ಗೆಡ್ಡೆ-ಗೆಣಸುಗಳು ಮಾರಾಟಕ್ಕೆ ಲಭ್ಯವಿರಲಿವೆ. ಬೆಳಿಗ್ಗೆ 10 ಗಂಟೆಗೆ ಮೇಳ ಉದ್ಘಾಟನೆ ನಡೆಯಲಿದೆ. (486, 1265, 675, 1425)
budget-story (81, 131, 471, 538)
flashback-headline-2: ಜನಗಣತಿಗೆ 3,768 ಕೋಟಿ ರೂ. ಮೀಸಲು (81, 1958, 399, 1983)
mixopathy-body-left: ಮೈಸೂರು,ಫೆ.1(ಎಂಟಿವೈ)- ಆಯುರ್ವೇದ ವೈದ್ಯರಿಗೆ ಶಸ್ತ್ರಚಿಕಿತ್ಸೆ ನಡೆಸಲು ಅನುಮತಿ ನೀಡಿರುವ ಕೇಂದ್ರ ಸರ್ಕಾರದ ನಿರ್ಧಾರ ಹಾಗೂ ಮಿಶ್ರ ವೈದ್ಯ ಪದ್ಧತಿ ಜಾರಿಗೆ ವಿರೋಧ ವ್ಯಕ್ತಪಡಿಸಿ ಭಾರತೀಯ ವೈದ್ಯಕೀಯ ಸಂಘ (ಐಎಂಎ) ದೇಶದಾದ್ಯಂತ 14 ದಿನಗಳ ಉಪವಾಸ ಸತ್ಯಾಗ್ರಹ ಆರಂಭಿಸಿದೆ. ಈ ಹಿನ್ನೆಲೆಯಲ್ಲಿ ಮೈಸೂರಿನಲ್ಲಿಯೂ ವೈದ್ಯರು ಉಪವಾಸ ಸತ್ಯಾಗ್ರಹ ಆರಂಭಿಸಿದ್ದಾರೆ. (486, 1885, 682, 2027)
blue-drum (1185, 718, 1243, 798)
railway-subhead-bar: ವಿವಿಧ ಬೇಡಿಕೆ ಈಡೇರಿಸಲು ಪ್ರತಿಭಟನಾಕಾರರ ಒತ್ತಾಯ (684, 253, 1280, 282)
column-divider-left (478, 131, 479, 2283)
ribbon-caption: ಮೈಸೂರಿನ ಹೊಸಬಂಡಿಕೇರಿಯಲ್ಲಿ ನಿರ್ಮಾಣವಾಗುತ್ತಿರುವ ಭವನದ ಸಮುದಾಯದ ಶ್ರೀ ವೀರಶೈವ ಕುಂಬಾರ ಸಂಘದ ನೂತನ ಕಚೇರಿಯನ್ನು ಶಾಸಕ ಎಸ್.ಎ.ರಾಮದಾಸ್ ಉದ್ಘಾಟಿಸಿದರು. ಮಹದೇವಪ್ಪ, ರೈಲ್ವೆ ಸೋಮಣ್ಣ, ರಾಮಲಿಂಗು, ಮೊದಲಾದವರು ಉಪಸ್ಥಿತರಿದ್ದರು. (1097, 1105, 1491, 1154)
divider (486, 602, 1491, 604)
page-number: 5 (113, 81, 138, 122)
forest-bullet-2: ● ಈ ವರ್ಷ 1,750 ಕೋಟಿ ರೂ. ಪರಿಹಾರ ವಿತರಣೆ (81, 641, 343, 659)
mixopathy-story (486, 1833, 1491, 2283)
column-divider-center (1089, 608, 1091, 1728)
dump-body-left: ಮೈಸೂರು,ಫೆ.1(ಪಿಎಂ)- ಸಾತಗಳ್ಳಿ-ಹಂಚ್ಯಾ ಬಳಿಯ ಎಲ್ಲಾ ಸಮುದಾಯದ ಜನರ ವಾಸ ಸ್ಥಳದ ಪಕ್ಕದಲ್ಲಿ ಕಟ್ಟಡ ತ್ಯಾಜ್ಯ ವಿಲೇವಾರಿ ಘಟಕ ಸ್ಥಾಪನೆ ಮಾಡುತ್ತಿರುವುದನ್ನು ವಿರೋಧಿಸಿ ನಿವಾಸಿಗಳು ಸೋಮವಾರ ಪ್ರತಿಭಟನೆ ನಡೆಸಿದರು. ಸುಮಾರು 19.15 ಎಕರೆ ಭೂಮಿಯಲ್ಲಿ ಕಟ್ಟಡ ತ್ಯಾಜ್ಯ ಘಟಕ ನಿರ್ಮಾಣ ಮಾಡಲು ಉದ್ದೇಶಿಸಿರುವ ಮೈಸೂರು ಮಹಾನಗರ ಪಾಲಿಕೆ ನಿರ್ಧಾರ ಖಂಡನೀಯ. ಈ ಪ್ರದೇಶದಲ್ಲಿ ಸಾವಿರಾರು ಕುಟುಂಬಗಳು ವಾಸವಿದ್ದು, ಘಟಕ ಸ್ಥಾಪನೆಯಿಂದ ಆರೋಗ್ಯ ಸಮಸ್ಯೆ ಉಂಟಾಗಲಿದೆ. (486, 1004, 684, 1200)
slum-story (1097, 1466, 1491, 1750)
mixopathy-bullet-1: ● ದೇಶದಾದ್ಯಂತ ಎಲ್ಲಾ ಐಎಂಎ ರಾಜ್ಯ ಘಟಕದ ಅವರಣದಲ್ಲಿ 14 ದಿನ ಉಪವಾಸ (691, 1885, 1073, 1902)
award-photo (1097, 1216, 1491, 1385)
forest-headline: ವನ್ಯಜೀವಿಗಳಿಂದ ಕಾಡಂಚಿನ ಗ್ರಾಮದ ರೈತರ ರಕ್ಷಣೆಗೆ ಕ್ರಮ (98, 553, 454, 610)
polio-caption: ಮೈಸೂರು ಮೃಗಾಲಯ ಆವರಣದಲ್ಲಿ ಆಯೋಜಿಸಿದ್ದ ಪಲ್ಸ್ ಪೋಲಿಯೋ ಲಸಿಕೆ ಕಾರ್ಯಕ್ರಮಕ್ಕೆ ಮಗುವಿಗೆ ಪೋಲಿಯೋ ಹನಿ ಹಾಕುವ ಮೂಲಕ ಮೃಗಾಲಯ ಪ್ರಾಧಿಕಾರದ ಅಧ್ಯಕ್ಷ ಎಲ್.ಆರ್.ಮಹದೇವಸ್ವಾಮಿ ಚಾಲನೆ ನೀಡಿದರು. ಈ ವೇಳೆ ಆರೋಗ್ಯ ಇಲಾಖೆಯ ಅಧಿಕಾರಿಗಳು, ಸಿಬ್ಬಂದಿ ಉಪಸ್ಥಿತರಿದ್ದರು. (1097, 822, 1491, 870)
slum-body: ಬೆಂಗಳೂರು,ಫೆ.1(ಕೆಎಂಶಿ)- ಮಹಾನಗರ ಪಾಲಿಕೆ, ನಗರಸಭೆ, ಪುರಸಭೆ ಮತ್ತು ಪಟ್ಟಣ ಪಂಚಾಯತ್ ವ್ಯಾಪ್ತಿಯ ಸರ್ಕಾರಿ ಜಾಗಗಳಲ್ಲಿ ವಾಸಿಸುತ್ತಿರುವ ಕೊಳಚೆ ಪ್ರದೇಶದ ನಿವಾಸಿಗಳಿಗೆ ಆರು ತಿಂಗಳಲ್ಲಿ ಖಾಯಂ ಹಕ್ಕುಪತ್ರ ವಿತರಿಸಲಾಗುವುದು ಎಂದು ವಸತಿ ಸಚಿವ ವಿ.ಸೋಮಣ್ಣ ವಿಧಾನಸಭೆಯಲ್ಲಿಂದು ತಿಳಿಸಿದರು. ಸದಸ್ಯ ಜಮೀರ್ ಅಹ್ಮದ್ ಪ್ರಶ್ನೆಗೆ ಉತ್ತರಿಸಿದ ಸಚಿವರು, ಕರ್ನಾಟಕ ಕೊಳಚೆ ಅಭಿವೃದ್ಧಿ ನಿಗಮದ ಮೂಲಕ ಈ ಪ್ರದೇಶಗಳನ್ನು ಅಭಿವೃದ್ಧಿಪಡಿಸಲಾಗಿದೆ. ಬೆಂಗಳೂರು ನಗರ ವ್ಯಾಪ್ತಿಯಲ್ಲಿ 600 ಚದರ ಅಡಿ, ನಗರಸಭೆ ವ್ಯಾಪ್ತಿಯಲ್ಲಿ 600 ಚದರ ಅಡಿ, ಪುರಸಭೆ, ಪಟ್ಟಣ ಪಂಚಾಯತ್ ವ್ಯಾಪ್ತಿಯಲ್ಲಿ 1200 ಚದರ ಅಡಿವರೆಗಿನ ಜಾಗದಲ್ಲಿ ವಾಸಿಸುತ್ತಿರುವವರಿಗೆ ಹಕ್ಕುಪತ್ರ ನೀಡಲಾಗುವುದು. ಪುರಸಭೆ ಮತ್ತು ಪಟ್ಟಣ ಪಂಚಾಯತ್ ವ್ಯಾಪ್ತಿಯಲ್ಲಿ 1200 ಚದರ ಅಡಿಗಳಲ್ಲಿ ವಾಸವಿರುವ ಸಾಮಾನ್ಯ ವರ್ಗದವರಿಗೆ 3000 ರೂ. ಎಸ್ಸಿ-ಎಸ್ಟಿ ವರ್ಗದವರಿಗೆ 2000 ರೂ. ನಿಗದಿ ಮಾಡಲಾಗಿದೆ. ಬಿಬಿಎಂಪಿ ಹಾಗೂ ನಗರ ಪಾಲಿಕೆ ವ್ಯಾಪ್ತಿಯಲ್ಲಿ 600 ಚದರ ಅಡಿ ಜಾಗಕ್ಕೆ ಸಾಮಾನ್ಯ ವರ್ಗದವರಿಗೆ 10 ಸಾವಿರ, ಎಸ್ಸಿ-ಎಸ್ಟಿ ವರ್ಗದವರಿಗೆ 5000 ರೂ. ನಿಗದಿಪಡಿಸಲಾಗಿದೆ ಎಂದರು. (1097, 1553, 1491, 1742)
protest-banner-right (1150, 360, 1266, 455)
mixopathy-bullet-2: ● ಬೆಂಗಳೂರು ಐಎಂಎ ರಾಜ್ಯ ಘಟಕದ ಕಚೇರಿಯಲ್ಲಿ ಉಪವಾಸ ಆರಂಭ (691, 1905, 1023, 1923)
dump-headline: ಸಾತಗಳ್ಳಿ-ಹಂಚ್ಯಾ ಬಳಿ ಕಟ್ಟಡ ತ್ಯಾಜ್ಯ ವಿಲೇವಾರಿಗೆ ಸ್ಥಳೀಯರ ವಿರೋಧ (506, 609, 1062, 694)
page-label: ಪುಟ (86, 90, 105, 105)
registration-marks-center (756, 2317, 812, 2331)
protest-banner-left (706, 375, 815, 455)
memorial-caption: ಮೈಸೂರು ನಗರ ಮತ್ತು ಜಿಲ್ಲಾ ಗ್ರಾಮಾಂತರ ವತಿಯಿಂದ ಭಗತ್ ಸಿಂಗ್ ಜನ್ಮದಿನದ ಅಂಗವಾಗಿ ಹಮ್ಮಿಕೊಂಡಿದ್ದ ಕಾರ್ಯಕ್ರಮದಲ್ಲಿ ಗಣ್ಯರು ಪುಷ್ಪನಮನ ಸಲ್ಲಿಸಿದರು. ಶಾಸಕ ಎಲ್.ನಾಗೇಂದ್ರ, ಮೇಯರ್ ತಸ್ನೀಂ, ಮಾಜಿ ಮೇಯರ್ ಸಂದೇಶ್ ಸ್ವಾಮಿ ಸೇರಿದಂತೆ ಹಲವರು ಉಪಸ್ಥಿತರಿದ್ದರು. (486, 1756, 1491, 1787)
forest-bullet-1: ● ಸಂದೇಶ್ ನಾಗರಾಜ್ ಅವರ ಪ್ರಶ್ನೆಗೆ ಸಚಿವ ಲಿಂಬಾವಳಿ ಉತ್ತರ (81, 621, 380, 638)
railway-protest-photo (684, 287, 1280, 505)
memorial-photo (486, 1532, 1082, 1750)
veg-photo (684, 1264, 879, 1433)
costlier-items: ಮದ್ಯ, ಪೆಟ್ರೋಲ್, ಡೀಸೆಲ್, ಆಮದು ಸೋಲಾರ್, ಆಮದು ಹತ್ತಿ, ಆಮದು ಉಕ್ಕು, ಮೊಬೈಲ್ ಬಿಡಿ ಭಾಗಗಳು, ಚಾರ್ಜರ್, ಆಮದು ವಾಹನ ಬಿಡಿಭಾಗಗಳು, ಚಿನ್ನ, ಬೆಳ್ಳಿ, ಕಾಬೂಲ್ ಕಡಲೆ, ಬಟಾಣಿ, ಸೇಬು, ಡಾಲರ್ ಕಡಲೆ (89, 2132, 458, 2185)
section-title: ಮೈಸೂರು ನಗರ (150, 80, 404, 122)
railway-body-right: ಮಾಡಬೇಕು. ಹೊಸ ಪಿಂಚಣಿ ವ್ಯವಸ್ಥೆ ರದ್ದುಗೊಳಿಸಿ, ಗ್ಯಾರಂಟಿ ಪಿಂಚಣಿ ವ್ಯವಸ್ಥೆ ಜಾರಿಗೊಳಿಸಬೇಕು. ಎಫ್ಆರ್ 56 (ಜೆ) ಶಿಕ್ಷೆಯ ಮರ್ಯಾದೆ ತಡೆಗಟ್ಟಲು ಅವರನ್ನು ಹಿಂಪಡೆಯಬೇಕು ಎಂದು ಆಗ್ರಹಿಸಿದರು. ನ್ಯಾಯ ಸಮಿತಿ ಸಭೆಯಲ್ಲಿ ಮತ್ತು ಎನ್ಸಿ-ಜೆಸಿಎಂ 47ನೇ ಸಭೆಯಲ್ಲಿ ಒಪ್ಪಿದ ಎಲ್ಲಾ ಬೇಡಿಕೆಗಳನ್ನು ಈಡೇರಿಸಬೇಕು. ಕೋವಿಡ್-19ರಿಂದ ಮೃತಪಟ್ಟ ಕೇಂದ್ರ ಸರ್ಕಾರಿ ನೌಕರರ ಕುಟುಂಬಕ್ಕೆ ಪರಿಹಾರ ನೀಡಬೇಕು. ಅಲ್ಲದೆ, ಮೃತರ ಕುಟುಂಬಕ್ಕೆ ಶೇ.100ರಷ್ಟು ಸಹಾನುಭೂತಿ ನೇಮಕಾತಿ ನೀಡಬೇಕೆಂದು ಒತ್ತಾಯಿಸಿದರು. ಪ್ರತಿಭಟನೆಯಲ್ಲಿ ಯೂನಿಯನ್ ವಿಭಾಗೀಯ ಕಾರ್ಯದರ್ಶಿ, ಅಧ್ಯಕ್ಷ ಸೇರಿದಂತೆ ರೈಲ್ವೆ ನೌಕರರು ಪಾಲ್ಗೊಂಡಿದ್ದರು. (1289, 255, 1491, 487)
price-box (81, 2122, 471, 2276)
